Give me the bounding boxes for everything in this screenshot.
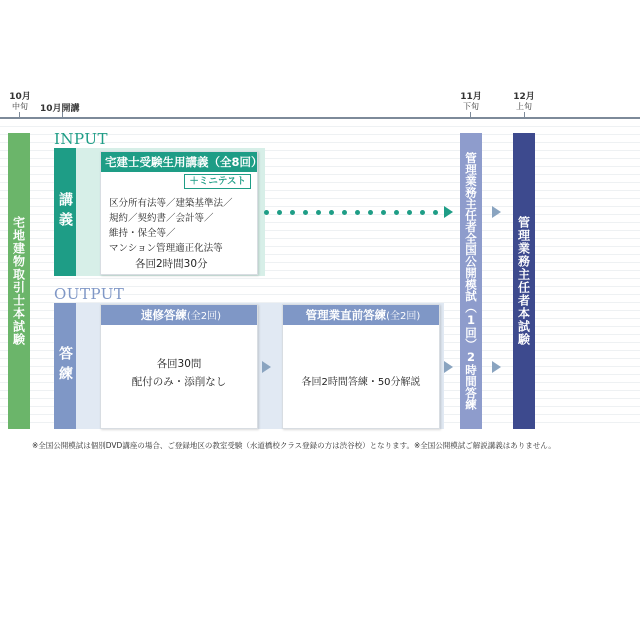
topic-line: 規約／契約書／会計等／	[109, 213, 214, 224]
timeline-period: 上旬	[516, 102, 532, 111]
timeline-label-nov	[455, 92, 487, 112]
dot	[342, 210, 347, 215]
main-exam-column: 管理業務主任者本試験	[513, 133, 535, 429]
quick-drill-count: (全2回)	[186, 311, 222, 322]
dot	[433, 210, 438, 215]
timeline-month: 11月	[460, 92, 482, 102]
timeline-tick	[470, 112, 471, 119]
quick-drill-line: 配付のみ・添削なし	[131, 376, 227, 388]
input-lecture-card	[100, 151, 263, 275]
input-card-title: 宅建士受験生用講義（全8回）	[101, 152, 257, 172]
quick-drill-line: 各回30問	[156, 358, 202, 370]
dot	[355, 210, 360, 215]
dot	[368, 210, 373, 215]
mock-exam-column: 管理業務主任者全国公開模試（1回）2時間答練	[460, 133, 482, 429]
arrow-right-icon	[444, 361, 453, 373]
final-drill-count: (全2回)	[386, 311, 421, 322]
dot	[329, 210, 334, 215]
topic-line: マンション管理適正化法等	[109, 243, 223, 254]
mini-test-label: ＋ミニテスト	[184, 174, 251, 189]
topic-line: 区分所有法等／建築基準法／	[109, 198, 233, 209]
input-badge: 講義	[54, 148, 76, 276]
arrow-right-icon	[492, 361, 501, 373]
footnote: ※全国公開模試は個別DVD講座の場合、ご登録地区の教室受験（水道橋校クラス登録の方は渋谷校）となります。※全国公開模試ご解説講義はありません。	[32, 441, 556, 450]
quick-drill-body	[101, 355, 257, 391]
timeline-tick	[524, 112, 525, 119]
dotted-arrow-head	[444, 206, 453, 218]
takken-exam-column: 宅地建物取引士本試験	[8, 133, 30, 429]
dot	[316, 210, 321, 215]
input-topic-list	[109, 196, 233, 256]
final-drill-card	[282, 304, 440, 429]
timeline-period: 下旬	[463, 102, 479, 111]
final-drill-title-text: 管理業直前答練	[305, 308, 387, 322]
dot	[277, 210, 282, 215]
timeline-tick	[19, 112, 20, 119]
arrow-right-icon	[262, 361, 271, 373]
timeline-month: 12月	[513, 92, 535, 102]
input-duration: 各回2時間30分	[135, 258, 208, 270]
timeline-label-oct-start: 10月開講	[40, 104, 80, 114]
timeline-axis	[0, 117, 640, 119]
dot	[290, 210, 295, 215]
dot	[381, 210, 386, 215]
quick-drill-card	[100, 304, 258, 429]
timeline-period: 中旬	[12, 102, 28, 111]
timeline-month: 10月	[9, 92, 31, 102]
timeline-label-oct-mid	[6, 92, 34, 112]
final-drill-body: 各回2時間答練・50分解説	[301, 377, 421, 388]
dot	[420, 210, 425, 215]
output-section-title: OUTPUT	[54, 285, 125, 303]
dot	[407, 210, 412, 215]
quick-drill-title	[101, 305, 257, 325]
output-badge: 答練	[54, 303, 76, 429]
topic-line: 維持・保全等／	[109, 228, 176, 239]
input-section-title: INPUT	[54, 130, 109, 148]
arrow-right-icon	[492, 206, 501, 218]
dot	[264, 210, 269, 215]
quick-drill-title-text: 速修答練	[140, 308, 187, 322]
timeline-label-dec	[508, 92, 540, 112]
dot	[394, 210, 399, 215]
dot	[303, 210, 308, 215]
final-drill-title	[283, 305, 439, 325]
